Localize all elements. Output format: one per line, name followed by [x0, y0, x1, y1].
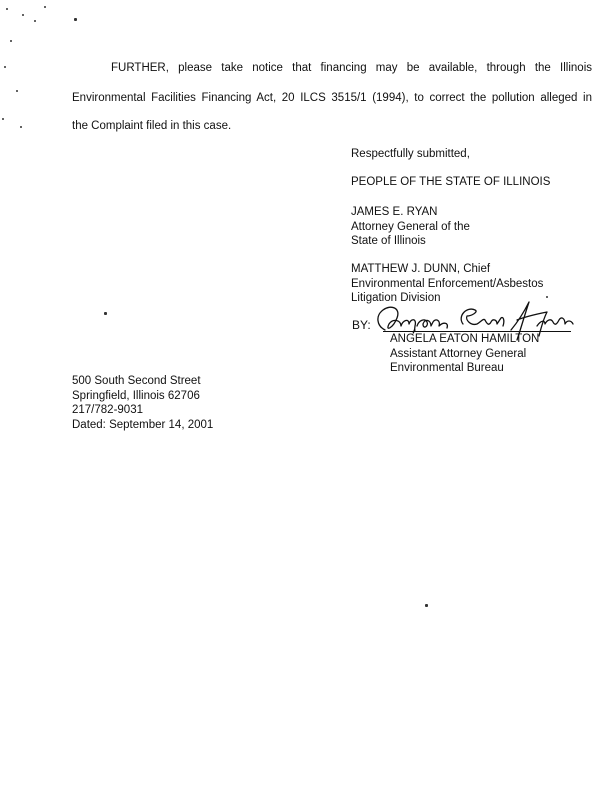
signer-title-line-2: Environmental Bureau: [390, 362, 504, 374]
chief-title-line-1: Environmental Enforcement/Asbestos: [351, 277, 544, 290]
scan-speck: [104, 312, 107, 315]
paragraph-line-1: FURTHER, please take notice that financing may be available, through the Illinois: [111, 62, 592, 74]
ag-title-line-1: Attorney General of the: [351, 220, 470, 233]
address-street: 500 South Second Street: [72, 375, 201, 387]
address-phone: 217/782-9031: [72, 404, 143, 416]
dated-line: Dated: September 14, 2001: [72, 418, 214, 431]
ag-title-line-2: State of Illinois: [351, 235, 426, 247]
scan-speck: [425, 604, 428, 607]
respectfully-submitted: Respectfully submitted,: [351, 148, 470, 160]
paragraph-line-3: the Complaint filed in this case.: [72, 120, 232, 132]
chief-name: MATTHEW J. DUNN, Chief: [351, 263, 491, 275]
signer-block: [390, 332, 539, 376]
chief-title-line-2: Litigation Division: [351, 292, 441, 304]
signer-title-line-1: Assistant Attorney General: [390, 347, 527, 360]
scan-speck: [4, 66, 6, 68]
attorney-general-block: [351, 205, 470, 249]
scan-speck: [74, 18, 77, 21]
ag-name: JAMES E. RYAN: [351, 206, 438, 218]
scan-speck: [2, 118, 4, 120]
scan-speck: [44, 6, 46, 8]
paragraph-line-2: Environmental Facilities Financing Act, 20 ILCS 3515/1 (1994), to correct the pollution alleged in: [72, 92, 592, 104]
address-city: Springfield, Illinois 62706: [72, 389, 200, 402]
people-of-state: PEOPLE OF THE STATE OF ILLINOIS: [351, 176, 551, 188]
scan-speck: [34, 20, 36, 22]
signer-name: ANGELA EATON HAMILTON: [390, 333, 540, 345]
scan-speck: [22, 14, 24, 16]
address-block: [72, 374, 213, 432]
scan-speck: [6, 8, 8, 10]
scan-speck: [10, 40, 12, 42]
scan-speck: [16, 90, 18, 92]
by-label: BY:: [352, 318, 371, 332]
scan-speck: [20, 126, 22, 128]
